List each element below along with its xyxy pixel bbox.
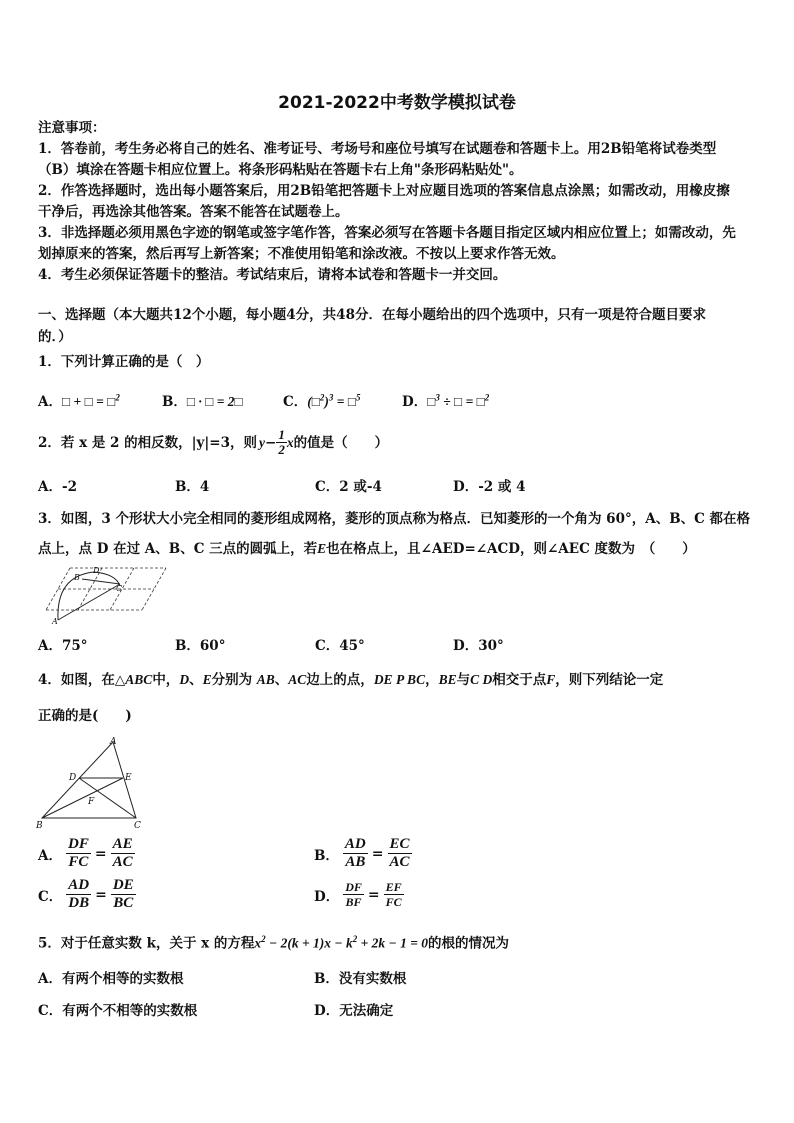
figure-label-a: A bbox=[110, 737, 117, 747]
question-3-stem-line2: 点上，点 D 在过 A、B、C 三点的圆弧上，若E也在格点上，且∠AED=∠ACD，则∠AEC 度数为 （ ） bbox=[38, 541, 696, 557]
question-4-stem-line1: 4．如图，在△ABC中，D、E分别为 AB、AC边上的点，DE P BC，BE与C D相交于点F，则下列结论一定 bbox=[38, 672, 664, 688]
question-2-option-c: C．2 或-4 bbox=[315, 479, 382, 495]
question-2-option-b: B．4 bbox=[175, 479, 210, 495]
notice-line: （B）填涂在答题卡相应位置上。将条形码粘贴在答题卡右上角"条形码粘贴处"。 bbox=[38, 162, 523, 178]
figure-label-c: C bbox=[134, 821, 141, 830]
figure-label-d: D bbox=[93, 566, 100, 575]
figure-label-f: F bbox=[88, 797, 95, 807]
page-title: 2021-2022中考数学模拟试卷 bbox=[278, 93, 516, 113]
question-5-option-d: D．无法确定 bbox=[314, 1003, 394, 1019]
question-2-option-a: A．-2 bbox=[38, 479, 77, 495]
question-3-option-c: C．45° bbox=[315, 638, 365, 654]
question-2-option-d: D．-2 或 4 bbox=[453, 479, 526, 495]
question-3-option-b: B．60° bbox=[175, 638, 226, 654]
figure-label-c: C bbox=[116, 584, 123, 593]
question-1-option-c: C．(□$^2$)$^3$ = □$^5$ bbox=[283, 392, 361, 410]
figure-label-e: E bbox=[125, 773, 132, 783]
section-heading: 一、选择题（本大题共12个小题，每小题4分，共48分．在每小题给出的四个选项中，只有一项是符合题目要求 bbox=[38, 307, 706, 323]
question-5-stem: 5．对于任意实数 k，关于 x 的方程$x^2 - 2(k + 1)x - k^2 + 2k - 1 = 0$的根的情况为 bbox=[38, 934, 510, 952]
question-1-option-d: D．□$^3$ ÷ □ = □$^2$ bbox=[402, 392, 490, 410]
question-5-option-b: B．没有实数根 bbox=[314, 971, 407, 987]
notice-line: 1．答卷前，考生务必将自己的姓名、准考证号、考场号和座位号填写在试题卷和答题卡上。用2B铅笔将试卷类型 bbox=[38, 141, 717, 157]
question-3-option-d: D．30° bbox=[453, 638, 504, 654]
question-4-figure bbox=[34, 736, 144, 830]
question-1-option-b: B．□ · □ = 2□ bbox=[162, 394, 243, 410]
question-5-option-a: A．有两个相等的实数根 bbox=[38, 971, 184, 987]
question-4-option-d: D． $\frac{DF}{BF}$ = $\frac{EF}{FC}$ bbox=[314, 880, 402, 909]
figure-label-a: A bbox=[52, 617, 58, 624]
question-2-stem: 2．若 x 是 2 的相反数，|y|=3，则 y − $\frac{1}{2}$ x 的值是（ ） bbox=[38, 427, 389, 457]
section-heading-cont: 的．） bbox=[38, 329, 72, 345]
fraction: $\frac{1}{2}$ bbox=[278, 427, 285, 457]
question-1-stem: 1．下列计算正确的是（ ） bbox=[38, 354, 210, 370]
question-4-option-c: C． $\frac{AD}{DB}$ = $\frac{DE}{BC}$ bbox=[38, 877, 134, 911]
question-4-stem-line2: 正确的是( ) bbox=[38, 708, 132, 724]
figure-label-d: D bbox=[69, 773, 77, 783]
question-3-option-a: A．75° bbox=[38, 638, 88, 654]
question-3-stem-line1: 3．如图，3 个形状大小完全相同的菱形组成网格，菱形的顶点称为格点．已知菱形的一个角为 60°，A、B、C 都在格 bbox=[38, 511, 751, 527]
notice-heading: 注意事项： bbox=[38, 120, 106, 136]
notice-line: 划掉原来的答案，然后再写上新答案；不准使用铅笔和涂改液。不按以上要求作答无效。 bbox=[38, 246, 565, 262]
notice-line: 干净后，再选涂其他答案。答案不能答在试题卷上。 bbox=[38, 204, 349, 220]
question-3-figure bbox=[36, 562, 172, 624]
question-4-option-a: A． $\frac{DF}{FC}$ = $\frac{AE}{AC}$ bbox=[38, 836, 133, 870]
question-4-option-b: B． $\frac{AD}{AB}$ = $\frac{EC}{AC}$ bbox=[314, 836, 410, 870]
figure-label-b: B bbox=[74, 573, 80, 582]
question-1-option-a: A．□ + □ = □$^2$ bbox=[38, 392, 120, 410]
notice-line: 4．考生必须保证答题卡的整洁。考试结束后，请将本试卷和答题卡一并交回。 bbox=[38, 267, 507, 283]
notice-line: 2．作答选择题时，选出每小题答案后，用2B铅笔把答题卡上对应题目选项的答案信息点涂黑；如需改动，用橡皮擦 bbox=[38, 183, 730, 199]
question-5-option-c: C．有两个不相等的实数根 bbox=[38, 1003, 198, 1019]
notice-line: 3．非选择题必须用黑色字迹的钢笔或签字笔作答，答案必须写在答题卡各题目指定区域内相应位置上；如需改动，先 bbox=[38, 225, 736, 241]
figure-label-b: B bbox=[36, 821, 43, 830]
